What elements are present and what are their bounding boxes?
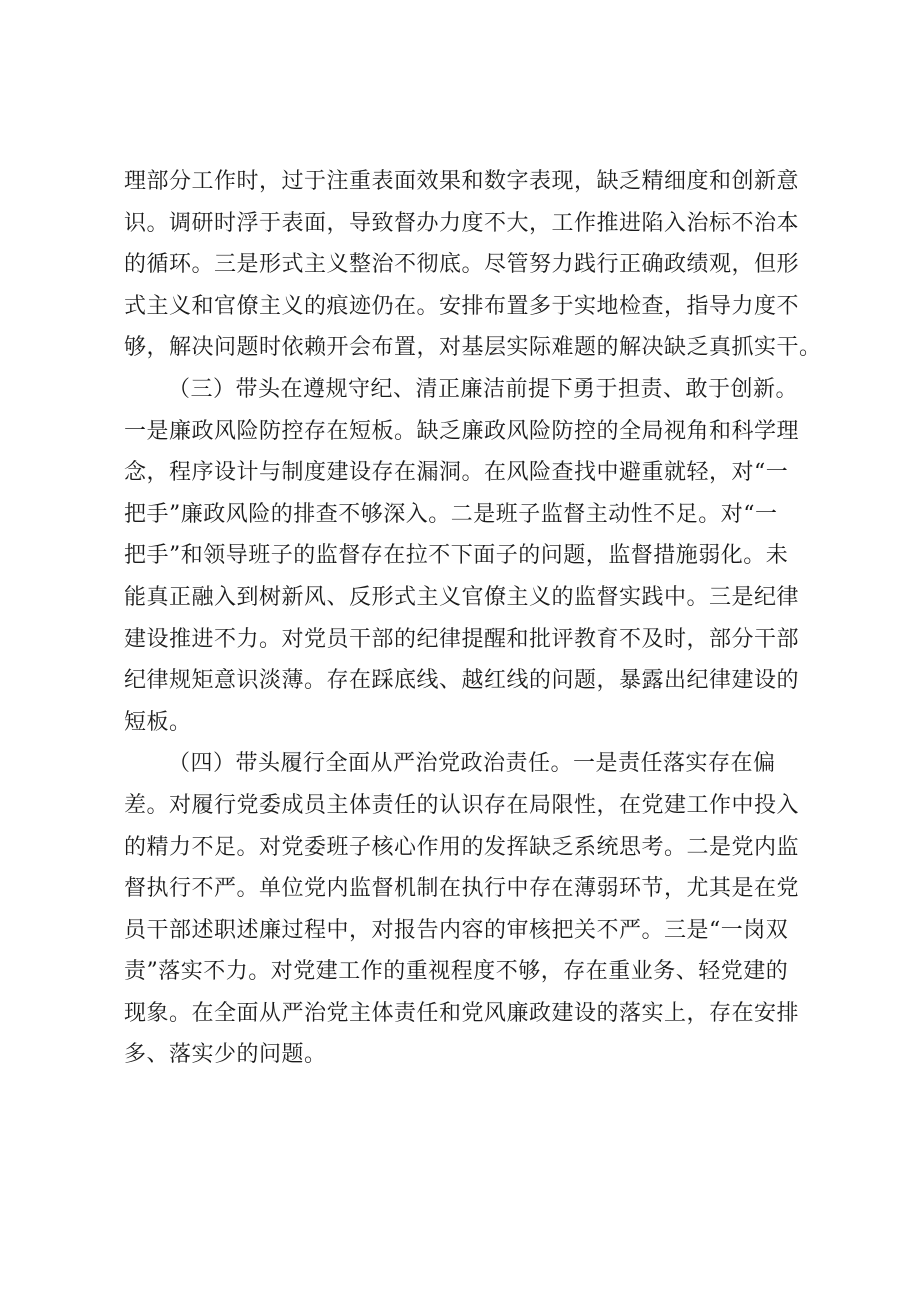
paragraph-1-line-5: 够，解决问题时依赖开会布置，对基层实际难题的解决缺乏真抓实干。 xyxy=(124,335,822,361)
paragraph-2-line-8: 纪律规矩意识淡薄。存在踩底线、越红线的问题，暴露出纪律建设的 xyxy=(124,668,800,694)
document-body xyxy=(124,161,822,1076)
paragraph-2-line-3: 念，程序设计与制度建设存在漏洞。在风险查找中避重就轻，对“一 xyxy=(124,460,789,486)
paragraph-3-line-4: 督执行不严。单位党内监督机制在执行中存在薄弱环节，尤其是在党 xyxy=(124,876,800,902)
paragraph-3-line-2: 差。对履行党委成员主体责任的认识存在局限性，在党建工作中投入 xyxy=(124,792,800,818)
paragraph-1-line-2: 识。调研时浮于表面，导致督办力度不大，工作推进陷入治标不治本 xyxy=(124,210,800,236)
paragraph-3-line-7: 现象。在全面从严治党主体责任和党风廉政建设的落实上，存在安排 xyxy=(124,1000,800,1026)
paragraph-1-line-3: 的循环。三是形式主义整治不彻底。尽管努力践行正确政绩观，但形 xyxy=(124,252,800,278)
paragraph-3-line-5: 员干部述职述廉过程中，对报告内容的审核把关不严。三是“一岗双 xyxy=(124,917,789,943)
paragraph-3-line-3: 的精力不足。对党委班子核心作用的发挥缺乏系统思考。二是党内监 xyxy=(124,834,800,860)
paragraph-2-line-5: 把手”和领导班子的监督存在拉不下面子的问题，监督措施弱化。未 xyxy=(124,543,789,569)
paragraph-3-line-6: 责”落实不力。对党建工作的重视程度不够，存在重业务、轻党建的 xyxy=(124,959,789,985)
paragraph-2-line-9: 短板。 xyxy=(124,709,192,735)
paragraph-2-line-7: 建设推进不力。对党员干部的纪律提醒和批评教育不及时，部分干部 xyxy=(124,626,800,652)
paragraph-1-line-1: 理部分工作时，过于注重表面效果和数字表现，缺乏精细度和创新意 xyxy=(124,169,800,194)
paragraph-2-line-4: 把手”廉政风险的排查不够深入。二是班子监督主动性不足。对“一 xyxy=(124,501,778,527)
paragraph-2-line-2: 一是廉政风险防控存在短板。缺乏廉政风险防控的全局视角和科学理 xyxy=(124,418,800,444)
paragraph-3-heading-line: （四）带头履行全面从严治党政治责任。一是责任落实存在偏 xyxy=(168,751,776,777)
paragraph-1-line-4: 式主义和官僚主义的痕迹仍在。安排布置多于实地检查，指导力度不 xyxy=(124,293,800,319)
paragraph-3-line-8: 多、落实少的问题。 xyxy=(124,1042,327,1068)
paragraph-2-line-6: 能真正融入到树新风、反形式主义官僚主义的监督实践中。三是纪律 xyxy=(124,584,800,610)
paragraph-2-heading-line: （三）带头在遵规守纪、清正廉洁前提下勇于担责、敢于创新。 xyxy=(168,376,799,402)
